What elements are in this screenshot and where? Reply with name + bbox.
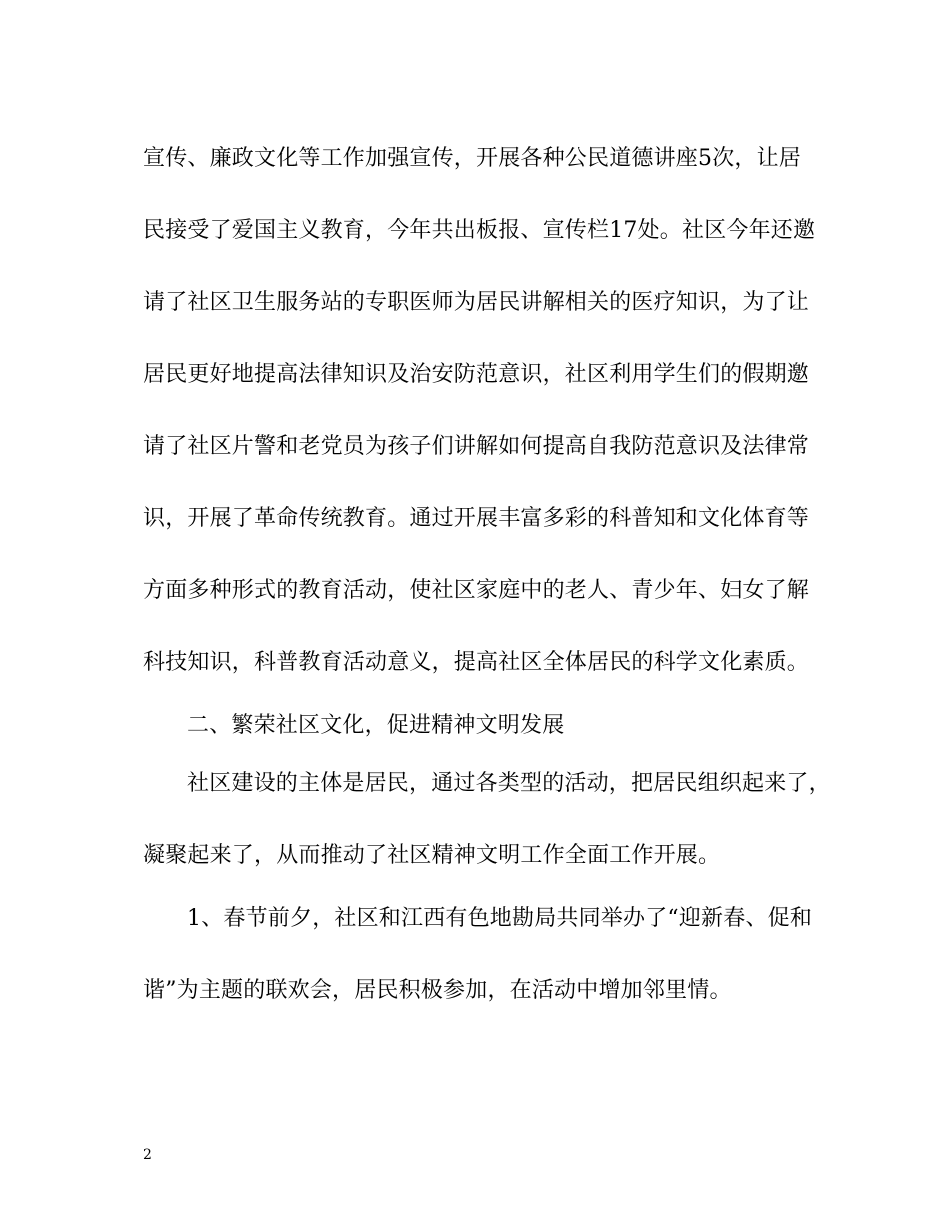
page-number: 2	[143, 1147, 152, 1163]
body-text-line: 请了社区片警和老党员为孩子们讲解如何提高自我防范意识及法律常	[143, 434, 810, 459]
body-text-line: 凝聚起来了，从而推动了社区精神文明工作全面工作开展。	[143, 843, 721, 868]
body-text-line: 请了社区卫生服务站的专职医师为居民讲解相关的医疗知识，为了让	[143, 290, 810, 315]
body-text-line: 居民更好地提高法律知识及治安防范意识，社区利用学生们的假期邀	[143, 362, 810, 387]
body-text-line: 宣传、廉政文化等工作加强宣传，开展各种公民道德讲座5次，让居	[143, 146, 801, 171]
body-text-line: 识，开展了革命传统教育。通过开展丰富多彩的科普知和文化体育等	[143, 506, 810, 531]
section-heading: 二、繁荣社区文化，促进精神文明发展	[187, 713, 565, 738]
paragraph-start-line: 社区建设的主体是居民，通过各类型的活动，把居民组织起来了，	[187, 771, 831, 796]
body-text-line: 科技知识，科普教育活动意义，提高社区全体居民的科学文化素质。	[143, 650, 810, 675]
list-item-start-line: 1、春节前夕，社区和江西有色地勘局共同举办了“迎新春、促和	[187, 906, 813, 931]
body-text-line: 民接受了爱国主义教育，今年共出板报、宣传栏17处。社区今年还邀	[143, 218, 816, 243]
body-text-line: 谐”为主题的联欢会，居民积极参加，在活动中增加邻里情。	[143, 978, 732, 1003]
body-text-line: 方面多种形式的教育活动，使社区家庭中的老人、青少年、妇女了解	[143, 578, 810, 603]
